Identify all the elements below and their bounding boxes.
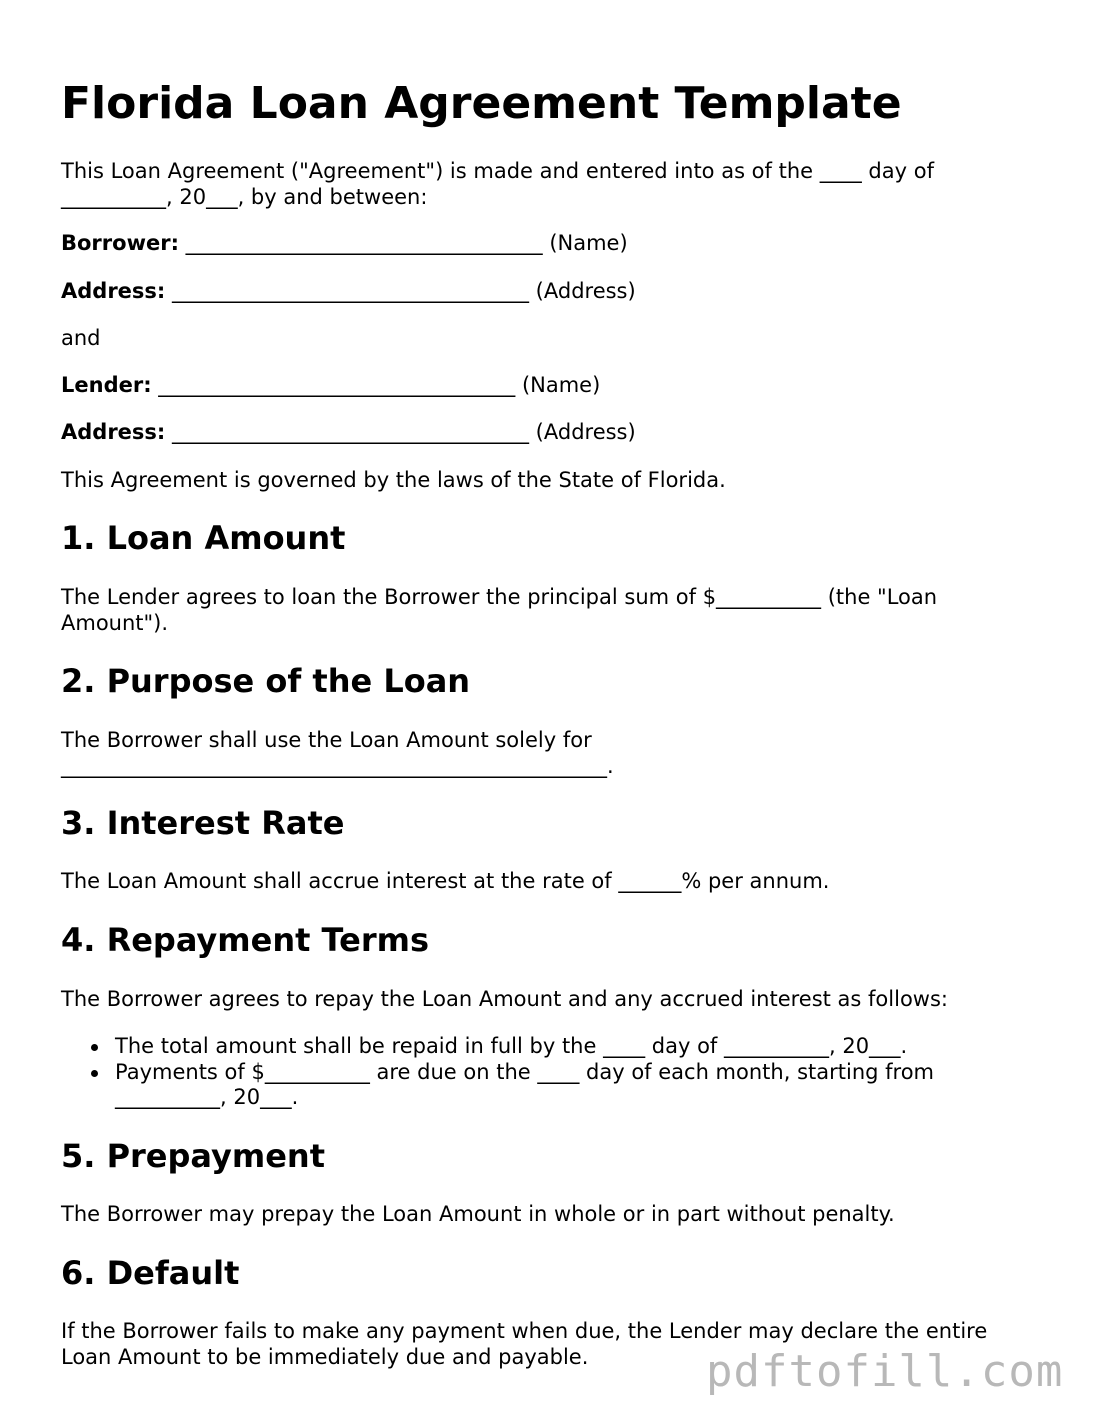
- lender-address-field: __________________________________ (Address): [165, 420, 636, 444]
- section-body-interest-rate: The Loan Amount shall accrue interest at the rate of ______% per annum.: [61, 869, 830, 893]
- list-item: Payments of $__________ are due on the ____ day of each month, starting from __________, 20___.: [115, 1060, 1035, 1111]
- list-item: The total amount shall be repaid in full by the ____ day of __________, 20___.: [115, 1034, 1035, 1060]
- section-heading-default: 6. Default: [61, 1254, 240, 1292]
- borrower-address-label: Address:: [61, 279, 166, 303]
- borrower-address-line: [61, 279, 1021, 305]
- section-body-loan-amount: The Lender agrees to loan the Borrower the principal sum of $__________ (the "Loan Amount").: [61, 585, 938, 635]
- section-heading-loan-amount: 1. Loan Amount: [61, 519, 346, 557]
- governing-law-text: This Agreement is governed by the laws of the State of Florida.: [61, 468, 726, 492]
- lender-address-label: Address:: [61, 420, 166, 444]
- intro-paragraph: This Loan Agreement ("Agreement") is made and entered into as of the ____ day of __________, 20___, by and between:: [61, 159, 934, 209]
- section-heading-repayment: 4. Repayment Terms: [61, 921, 429, 959]
- borrower-line: [61, 231, 1021, 257]
- watermark-logo: pdftofill.com: [706, 1346, 1064, 1397]
- document-title: Florida Loan Agreement Template: [61, 78, 902, 129]
- lender-line: [61, 373, 1021, 399]
- section-heading-prepayment: 5. Prepayment: [61, 1137, 325, 1175]
- borrower-label: Borrower:: [61, 231, 179, 255]
- lender-field: __________________________________ (Name): [151, 373, 601, 397]
- lender-address-line: [61, 420, 1021, 446]
- section-heading-interest-rate: 3. Interest Rate: [61, 804, 345, 842]
- borrower-address-field: __________________________________ (Address): [165, 279, 636, 303]
- section-body-purpose: The Borrower shall use the Loan Amount solely for ____________________________________________________.: [61, 728, 614, 778]
- section-body-repayment: The Borrower agrees to repay the Loan Amount and any accrued interest as follows:: [61, 987, 948, 1011]
- and-text: and: [61, 326, 101, 350]
- borrower-field: __________________________________ (Name): [178, 231, 628, 255]
- section-heading-purpose: 2. Purpose of the Loan: [61, 662, 471, 700]
- section-body-prepayment: The Borrower may prepay the Loan Amount in whole or in part without penalty.: [61, 1202, 895, 1226]
- section-body-default: If the Borrower fails to make any payment when due, the Lender may declare the entire Loan Amount to be immediately due and payable.: [61, 1319, 988, 1369]
- lender-label: Lender:: [61, 373, 152, 397]
- repayment-list: [61, 1034, 1035, 1111]
